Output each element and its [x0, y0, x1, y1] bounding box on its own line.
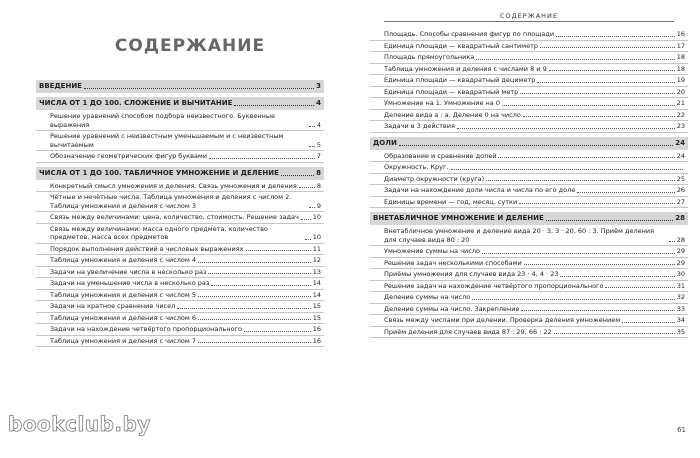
- watermark: bookclub.by: [8, 412, 151, 436]
- leader-dots: [301, 219, 311, 220]
- toc-entry: [370, 53, 688, 64]
- entry-title: Задачи в 3 действия: [384, 122, 455, 130]
- leader-dots: [560, 276, 674, 277]
- entry-page: 28: [676, 235, 685, 244]
- toc-entry: [36, 302, 324, 313]
- entry-page: 16: [676, 30, 685, 38]
- entry-page: 4: [316, 120, 321, 129]
- leader-dots: [198, 342, 311, 343]
- leader-dots: [299, 187, 315, 188]
- entry-page: 34: [676, 316, 685, 324]
- leader-dots: [577, 192, 674, 193]
- leader-dots: [281, 175, 314, 176]
- toc-entry: [36, 291, 324, 302]
- entry-title: Диаметр окружности (круга): [384, 174, 485, 183]
- entry-title: Решение уравнений с неизвестным уменьшаемым и с неизвестным вычитаемым: [50, 132, 284, 149]
- entry-page: 9: [316, 201, 321, 210]
- entry-title: Порядок выполнения действий в числовых выражениях: [50, 244, 244, 253]
- entry-page: 29: [676, 247, 685, 255]
- entry-title: Таблица умножения и деления с числом 4: [50, 256, 196, 264]
- toc-entry: [370, 270, 688, 281]
- entry-page: 14: [312, 290, 321, 299]
- leader-dots: [486, 180, 675, 181]
- entry-page: 18: [676, 64, 685, 73]
- entry-page: 7: [316, 152, 321, 160]
- toc-entry: [36, 279, 324, 290]
- entry-page: 16: [312, 336, 321, 345]
- leader-dots: [520, 93, 674, 94]
- toc-entry: [370, 42, 688, 53]
- entry-title: Умножение суммы на число: [384, 247, 480, 255]
- section-heading: [370, 137, 688, 150]
- toc-entry: [370, 328, 688, 339]
- entry-title: Единица площади — квадратный метр: [384, 87, 519, 96]
- leader-dots: [622, 322, 675, 323]
- section-page: 3: [316, 82, 321, 90]
- leader-dots: [605, 287, 674, 288]
- toc-entry: [370, 88, 688, 99]
- leader-dots: [198, 296, 311, 297]
- toc-entry: [370, 65, 688, 76]
- leader-dots: [549, 70, 675, 71]
- entry-title: Окружность. Круг.: [384, 163, 449, 171]
- entry-page: 5: [316, 140, 321, 149]
- entry-title: Образование и сравнение долей: [384, 151, 497, 160]
- toc-entry: [36, 112, 324, 131]
- section-title: ВВЕДЕНИЕ: [39, 82, 82, 90]
- entry-page: 30: [676, 270, 685, 278]
- toc-entry: [370, 282, 688, 293]
- entry-page: 8: [316, 181, 321, 190]
- entry-title: Связь между величинами: масса одного предмета, количество предметов, масса всех предметов: [50, 224, 268, 241]
- entry-page: 12: [312, 256, 321, 264]
- section-page: 24: [675, 138, 685, 147]
- leader-dots: [540, 47, 675, 48]
- entry-title: Умножение на 1. Умножение на 0: [384, 99, 500, 107]
- entry-title: Деление суммы на число. Закрепление: [384, 304, 520, 313]
- entry-title: Приёмы умножения для случаев вида 23 · 4, 4 · 23: [384, 270, 559, 278]
- toc-left: [36, 80, 324, 347]
- entry-title: Площадь прямоугольника: [384, 53, 475, 61]
- entry-page: 27: [676, 197, 685, 206]
- section-page: 28: [675, 214, 685, 222]
- entry-title: Единица площади — квадратный сантиметр: [384, 41, 539, 50]
- toc-entry: [370, 316, 688, 327]
- section-heading: [370, 212, 688, 225]
- leader-dots: [198, 319, 311, 320]
- entry-page: 21: [676, 99, 685, 107]
- entry-title: Решение задач несколькими способами: [384, 258, 522, 267]
- entry-title: Деление вида а : а. Деление 0 на число: [384, 110, 521, 119]
- entry-title: Таблица умножения и деления с числом 5: [50, 290, 196, 299]
- running-head: СОДЕРЖАНИЕ: [384, 12, 674, 22]
- entry-title: Задачи на нахождение доли числа и числа по его доле: [384, 186, 576, 194]
- entry-title: Задачи на уменьшение числа в несколько раз: [50, 279, 210, 287]
- leader-dots: [309, 146, 315, 147]
- entry-page: 18: [676, 53, 685, 61]
- leader-dots: [498, 157, 674, 158]
- toc-entry: [36, 225, 324, 244]
- leader-dots: [211, 285, 310, 286]
- right-page: [370, 12, 688, 452]
- entry-page: 22: [676, 110, 685, 119]
- leader-dots: [208, 273, 310, 274]
- section-heading: [36, 167, 324, 180]
- leader-dots: [476, 59, 674, 60]
- entry-title: Связь между числами при делении. Проверка деления умножением: [384, 316, 621, 324]
- leader-dots: [84, 88, 314, 89]
- entry-page: 17: [676, 41, 685, 50]
- toc-entry: [370, 247, 688, 258]
- entry-title: Конкретный смысл умножения и деления. Связь умножения и деления: [50, 181, 297, 190]
- toc-entry: [370, 163, 688, 174]
- entry-page: 11: [312, 244, 321, 253]
- toc-entry: [370, 227, 688, 246]
- entry-page: 15: [312, 313, 321, 322]
- section-title: ЧИСЛА ОТ 1 ДО 100. ТАБЛИЧНОЕ УМНОЖЕНИЕ И ДЕЛЕНИЕ: [39, 168, 279, 177]
- entry-title: Задачи на нахождение четвёртого пропорционального: [50, 325, 242, 333]
- leader-dots: [451, 169, 684, 170]
- toc-entry: [370, 293, 688, 304]
- entry-page: 20: [676, 87, 685, 96]
- entry-title: Внетабличное умножение и деление вида 20 · 3, 3 · 20, 60 : 3. Приём деления для случаев вида 80 : 20: [384, 227, 655, 244]
- section-page: 8: [316, 168, 321, 177]
- entry-title: Задачи на увеличение числа в несколько раз: [50, 267, 207, 276]
- entry-page: 35: [676, 327, 685, 336]
- toc-entry: [36, 152, 324, 163]
- toc-entry: [370, 259, 688, 270]
- toc-entry: [36, 213, 324, 224]
- leader-dots: [519, 203, 675, 204]
- entry-page: 16: [312, 325, 321, 333]
- entry-page: 14: [312, 279, 321, 287]
- leader-dots: [482, 253, 675, 254]
- leader-dots: [399, 145, 673, 146]
- entry-title: Таблица умножения и деления с числом 7: [50, 336, 196, 345]
- toc-entry: [370, 122, 688, 133]
- leader-dots: [309, 126, 315, 127]
- toc-entry: [36, 193, 324, 212]
- entry-page: 31: [676, 281, 685, 290]
- entry-title: Связь между величинами: цена, количество, стоимость. Решение задач: [50, 213, 299, 221]
- toc-entry: [370, 175, 688, 186]
- toc-entry: [370, 30, 688, 41]
- toc-entry: [36, 268, 324, 279]
- toc-entry: [36, 337, 324, 348]
- page-title: СОДЕРЖАНИЕ: [114, 36, 266, 56]
- entry-page: 10: [312, 213, 321, 221]
- entry-page: 23: [676, 122, 685, 130]
- toc-entry: [370, 305, 688, 316]
- section-title: ЧИСЛА ОТ 1 ДО 100. СЛОЖЕНИЕ И ВЫЧИТАНИЕ: [39, 99, 233, 107]
- toc-right: [370, 30, 688, 338]
- section-heading: [36, 97, 324, 110]
- section-title: ВНЕТАБЛИЧНОЕ УМНОЖЕНИЕ И ДЕЛЕНИЕ: [373, 214, 544, 222]
- leader-dots: [244, 331, 311, 332]
- entry-title: Таблица умножения и деления с числом 6: [50, 313, 196, 322]
- leader-dots: [209, 158, 315, 159]
- toc-entry: [370, 198, 688, 209]
- leader-dots: [521, 310, 674, 311]
- entry-title: Задачи на кратное сравнение чисел: [50, 302, 176, 310]
- toc-entry: [370, 99, 688, 110]
- toc-entry: [36, 132, 324, 151]
- toc-entry: [370, 186, 688, 197]
- toc-entry: [370, 152, 688, 163]
- toc-entry: [36, 314, 324, 325]
- leader-dots: [472, 299, 674, 300]
- toc-entry: [36, 245, 324, 256]
- entry-title: Обозначение геометрических фигур буквами: [50, 152, 208, 160]
- entry-title: Площадь. Способы сравнения фигур по площади: [384, 30, 555, 38]
- leader-dots: [234, 105, 314, 106]
- leader-dots: [246, 250, 311, 251]
- leader-dots: [556, 36, 675, 37]
- entry-title: Решение задач на нахождение четвёртого пропорционального: [384, 281, 604, 290]
- entry-title: Чётные и нечётные числа. Таблица умножения и деления с числом 2. Таблица умножения и деления с числом 3: [50, 193, 292, 210]
- section-page: 4: [316, 99, 321, 107]
- entry-page: 15: [312, 302, 321, 310]
- entry-page: 13: [312, 267, 321, 276]
- entry-title: Таблица умножения и деления с числами 8 и 9: [384, 64, 547, 73]
- entry-page: 29: [676, 258, 685, 267]
- entry-page: 25: [676, 174, 685, 183]
- leader-dots: [177, 308, 310, 309]
- entry-page: 24: [676, 151, 685, 160]
- toc-entry: [370, 76, 688, 87]
- page-number: 61: [677, 426, 686, 434]
- toc-entry: [36, 182, 324, 193]
- leader-dots: [305, 239, 311, 240]
- entry-page: 33: [676, 304, 685, 313]
- section-heading: [36, 80, 324, 93]
- leader-dots: [309, 207, 315, 208]
- entry-title: Деление суммы на число: [384, 293, 471, 301]
- toc-entry: [36, 256, 324, 267]
- leader-dots: [669, 241, 675, 242]
- entry-title: Решение уравнений способом подбора неизвестного. Буквенные выражения: [50, 112, 275, 129]
- leader-dots: [546, 220, 674, 221]
- leader-dots: [523, 116, 675, 117]
- entry-page: 32: [676, 293, 685, 301]
- leader-dots: [537, 82, 674, 83]
- leader-dots: [554, 333, 675, 334]
- left-page: [36, 12, 324, 452]
- entry-page: 10: [312, 233, 321, 241]
- leader-dots: [502, 105, 675, 106]
- entry-title: Приём деления для случаев вида 87 : 29, 66 : 22: [384, 327, 552, 336]
- entry-title: Единицы времени — год, месяц, сутки: [384, 197, 518, 206]
- toc-entry: [36, 325, 324, 336]
- section-title: ДОЛИ: [373, 138, 397, 147]
- entry-page: 19: [676, 76, 685, 84]
- leader-dots: [198, 262, 311, 263]
- toc-entry: [370, 111, 688, 122]
- leader-dots: [524, 264, 675, 265]
- entry-page: 26: [676, 186, 685, 194]
- entry-title: Единица площади — квадратный дециметр: [384, 76, 536, 84]
- leader-dots: [457, 128, 675, 129]
